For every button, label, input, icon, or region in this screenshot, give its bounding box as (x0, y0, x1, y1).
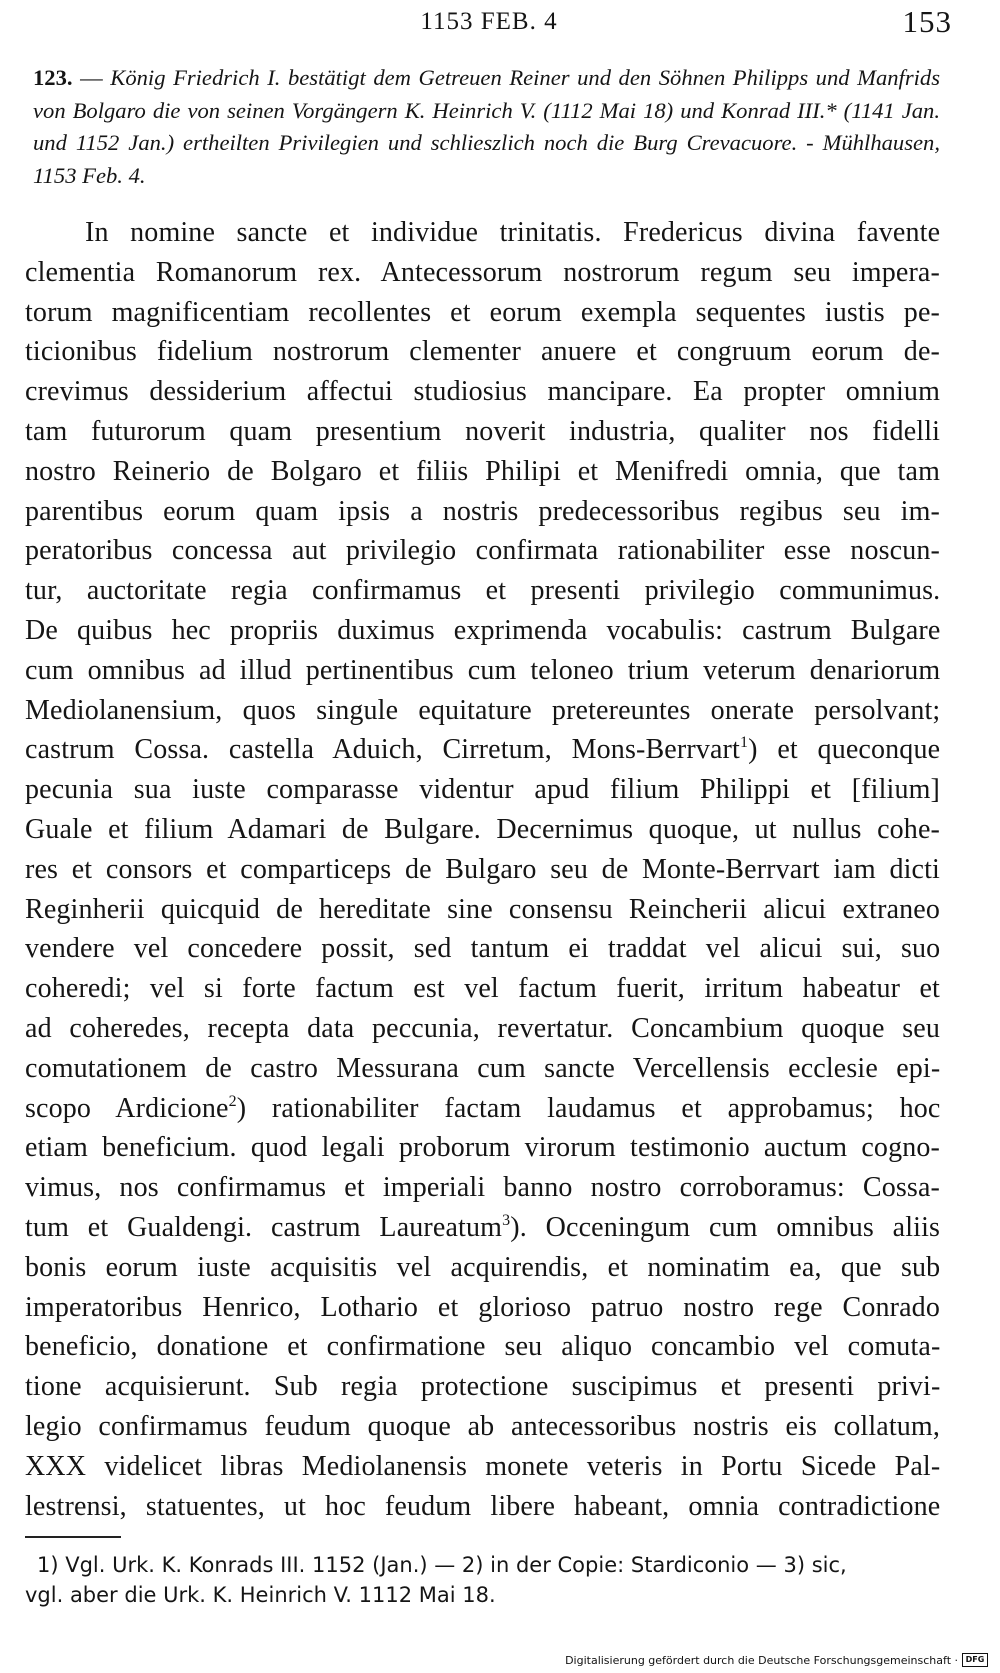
line-text: crevimus dessiderium affectui studiosius mancipare. Ea propter omnium (25, 376, 940, 408)
text-line (25, 850, 940, 890)
line-text: comutationem de castro Messurana cum sancte Vercellensis ecclesie epi- (25, 1052, 941, 1084)
footnotes (25, 1550, 940, 1610)
line-text: clementia Romanorum rex. Antecessorum nostrorum regum seu impera- (25, 256, 940, 288)
charter-text (25, 213, 940, 1526)
line-text: pecunia sua iuste comparasse videntur apud filium Philippi et [filium] (25, 774, 940, 806)
line-text: beneficio, donatione et confirmatione seu aliquo concambio vel comuta- (25, 1331, 941, 1363)
line-text: torum magnificentiam recollentes et eorum exempla sequentes iustis pe- (25, 296, 940, 328)
regest-dash: — (80, 65, 103, 90)
line-text: cum omnibus ad illud pertinentibus cum teloneo trium veterum denariorum (25, 654, 941, 686)
line-text: Guale et filium Adamari de Bulgare. Decernimus quoque, ut nullus cohe- (25, 813, 940, 845)
text-line (25, 770, 940, 810)
line-text: lestrensi, statuentes, ut hoc feudum libere habeant, omnia contradictione (25, 1490, 941, 1522)
footnote-divider (25, 1536, 121, 1538)
text-line (25, 293, 940, 333)
text-line (25, 213, 940, 253)
text-line (25, 691, 940, 731)
text-line (25, 1487, 940, 1527)
text-line (25, 372, 940, 412)
line-text: tur, auctoritate regia confirmamus et presenti privilegio communimus. (25, 575, 941, 607)
footnote-reference: 2 (228, 1092, 237, 1110)
text-line (25, 1128, 940, 1168)
text-line (25, 651, 940, 691)
text-line (25, 1089, 940, 1129)
page-number: 153 (902, 4, 952, 39)
text-line (25, 611, 940, 651)
line-text: scopo Ardicione (25, 1092, 229, 1124)
line-text: res et consors et comparticeps de Bulgaro seu de Monte-Berrvart iam dicti (25, 853, 940, 885)
line-text: peratoribus concessa aut privilegio confirmata rationabiliter esse noscun- (25, 535, 940, 567)
text-line (25, 332, 940, 372)
text-line (25, 253, 940, 293)
text-line (25, 1447, 940, 1487)
text-line (25, 1288, 940, 1328)
line-text: Reginherii quicquid de hereditate sine consensu Reincherii alicui extraneo (25, 893, 941, 925)
regest-summary (33, 62, 940, 192)
line-text-tail: ) rationabiliter factam laudamus et approbamus; hoc (236, 1092, 941, 1124)
line-text: In nomine sancte et individue trinitatis. Fredericus divina favente (85, 217, 941, 248)
text-line (25, 492, 940, 532)
text-line (25, 1049, 940, 1089)
text-line (25, 730, 940, 770)
footnote-reference: 1 (739, 734, 749, 752)
text-line (25, 412, 940, 452)
text-line (25, 571, 940, 611)
line-text: coheredi; vel si forte factum est vel factum fuerit, irritum habeatur et (25, 973, 940, 1005)
line-text: ad coheredes, recepta data peccunia, revertatur. Concambium quoque seu (25, 1012, 940, 1044)
page-header (26, 2, 952, 44)
line-text: vendere vel concedere possit, sed tantum ei traddat vel alicui sui, suo (25, 933, 941, 965)
digitization-text: Digitalisierung gefördert durch die Deutsche Forschungsgemeinschaft · (565, 1653, 958, 1667)
text-line (25, 969, 940, 1009)
regest-text: König Friedrich I. bestätigt dem Getreuen Reiner und den Söhnen Philipps und Manfrids von Bolgaro die von seinen Vorgängern K. Heinrich V. (1112 Mai 18) und Konrad III.* (1141 Jan. und 1152 Jan.) ertheilten Privilegien und schlieszlich noch die Burg Crevacuore. - Mühlhausen, 1153 Feb. 4. (33, 65, 940, 188)
line-text-tail: ) et queconque (748, 734, 941, 766)
document-number: 123. (33, 65, 73, 90)
line-text: De quibus hec propriis duximus exprimenda vocabulis: castrum Bulgare (25, 614, 941, 646)
text-line (25, 1009, 940, 1049)
text-line (25, 531, 940, 571)
text-line (25, 890, 940, 930)
text-line (25, 1367, 940, 1407)
line-text: bonis eorum iuste acquisitis vel acquirendis, et nominatim ea, que sub (25, 1251, 941, 1283)
line-text: Mediolanensium, quos singule equitature pretereuntes onerate persolvant; (25, 694, 941, 726)
line-text: parentibus eorum quam ipsis a nostris predecessoribus regibus seu im- (25, 495, 940, 527)
line-text: tam futurorum quam presentium noverit industria, qualiter nos fidelli (25, 415, 941, 447)
text-line (25, 1208, 940, 1248)
footnote-reference: 3 (502, 1211, 511, 1229)
text-line (25, 452, 940, 492)
line-text: tum et Gualdengi. castrum Laureatum (25, 1211, 503, 1243)
line-text: etiam beneficium. quod legali proborum virorum testimonio auctum cogno- (25, 1132, 941, 1164)
text-line (25, 929, 940, 969)
line-text-tail: ). Occeningum cum omnibus aliis (510, 1211, 941, 1243)
line-text: XXX videlicet libras Mediolanensis monete veteris in Portu Sicede Pal- (25, 1450, 941, 1482)
digitization-credit (565, 1653, 988, 1667)
footnote-line: 1) Vgl. Urk. K. Konrads III. 1152 (Jan.) — 2) in der Copie: Stardiconio — 3) sic, (37, 1553, 847, 1577)
line-text: vimus, nos confirmamus et imperiali banno nostro corroboramus: Cossa- (25, 1172, 940, 1204)
line-text: ticionibus fidelium nostrorum clementer anuere et congruum eorum de- (25, 336, 940, 368)
text-line (25, 1407, 940, 1447)
text-line (25, 810, 940, 850)
line-text: nostro Reinerio de Bolgaro et filiis Philipi et Menifredi omnia, que tam (25, 455, 940, 487)
line-text: castrum Cossa. castella Aduich, Cirretum, Mons-Berrvart (25, 734, 740, 766)
text-line (25, 1248, 940, 1288)
line-text: imperatoribus Henrico, Lothario et glorioso patruo nostro rege Conrado (25, 1291, 940, 1323)
text-line (25, 1327, 940, 1367)
running-head: 1153 FEB. 4 (420, 8, 558, 35)
text-line (25, 1168, 940, 1208)
line-text: legio confirmamus feudum quoque ab antecessoribus nostris eis collatum, (25, 1410, 940, 1442)
dfg-logo-icon: DFG (962, 1653, 988, 1667)
line-text: tione acquisierunt. Sub regia protectione suscipimus et presenti privi- (25, 1371, 941, 1403)
footnote-line: vgl. aber die Urk. K. Heinrich V. 1112 Mai 18. (25, 1583, 496, 1607)
